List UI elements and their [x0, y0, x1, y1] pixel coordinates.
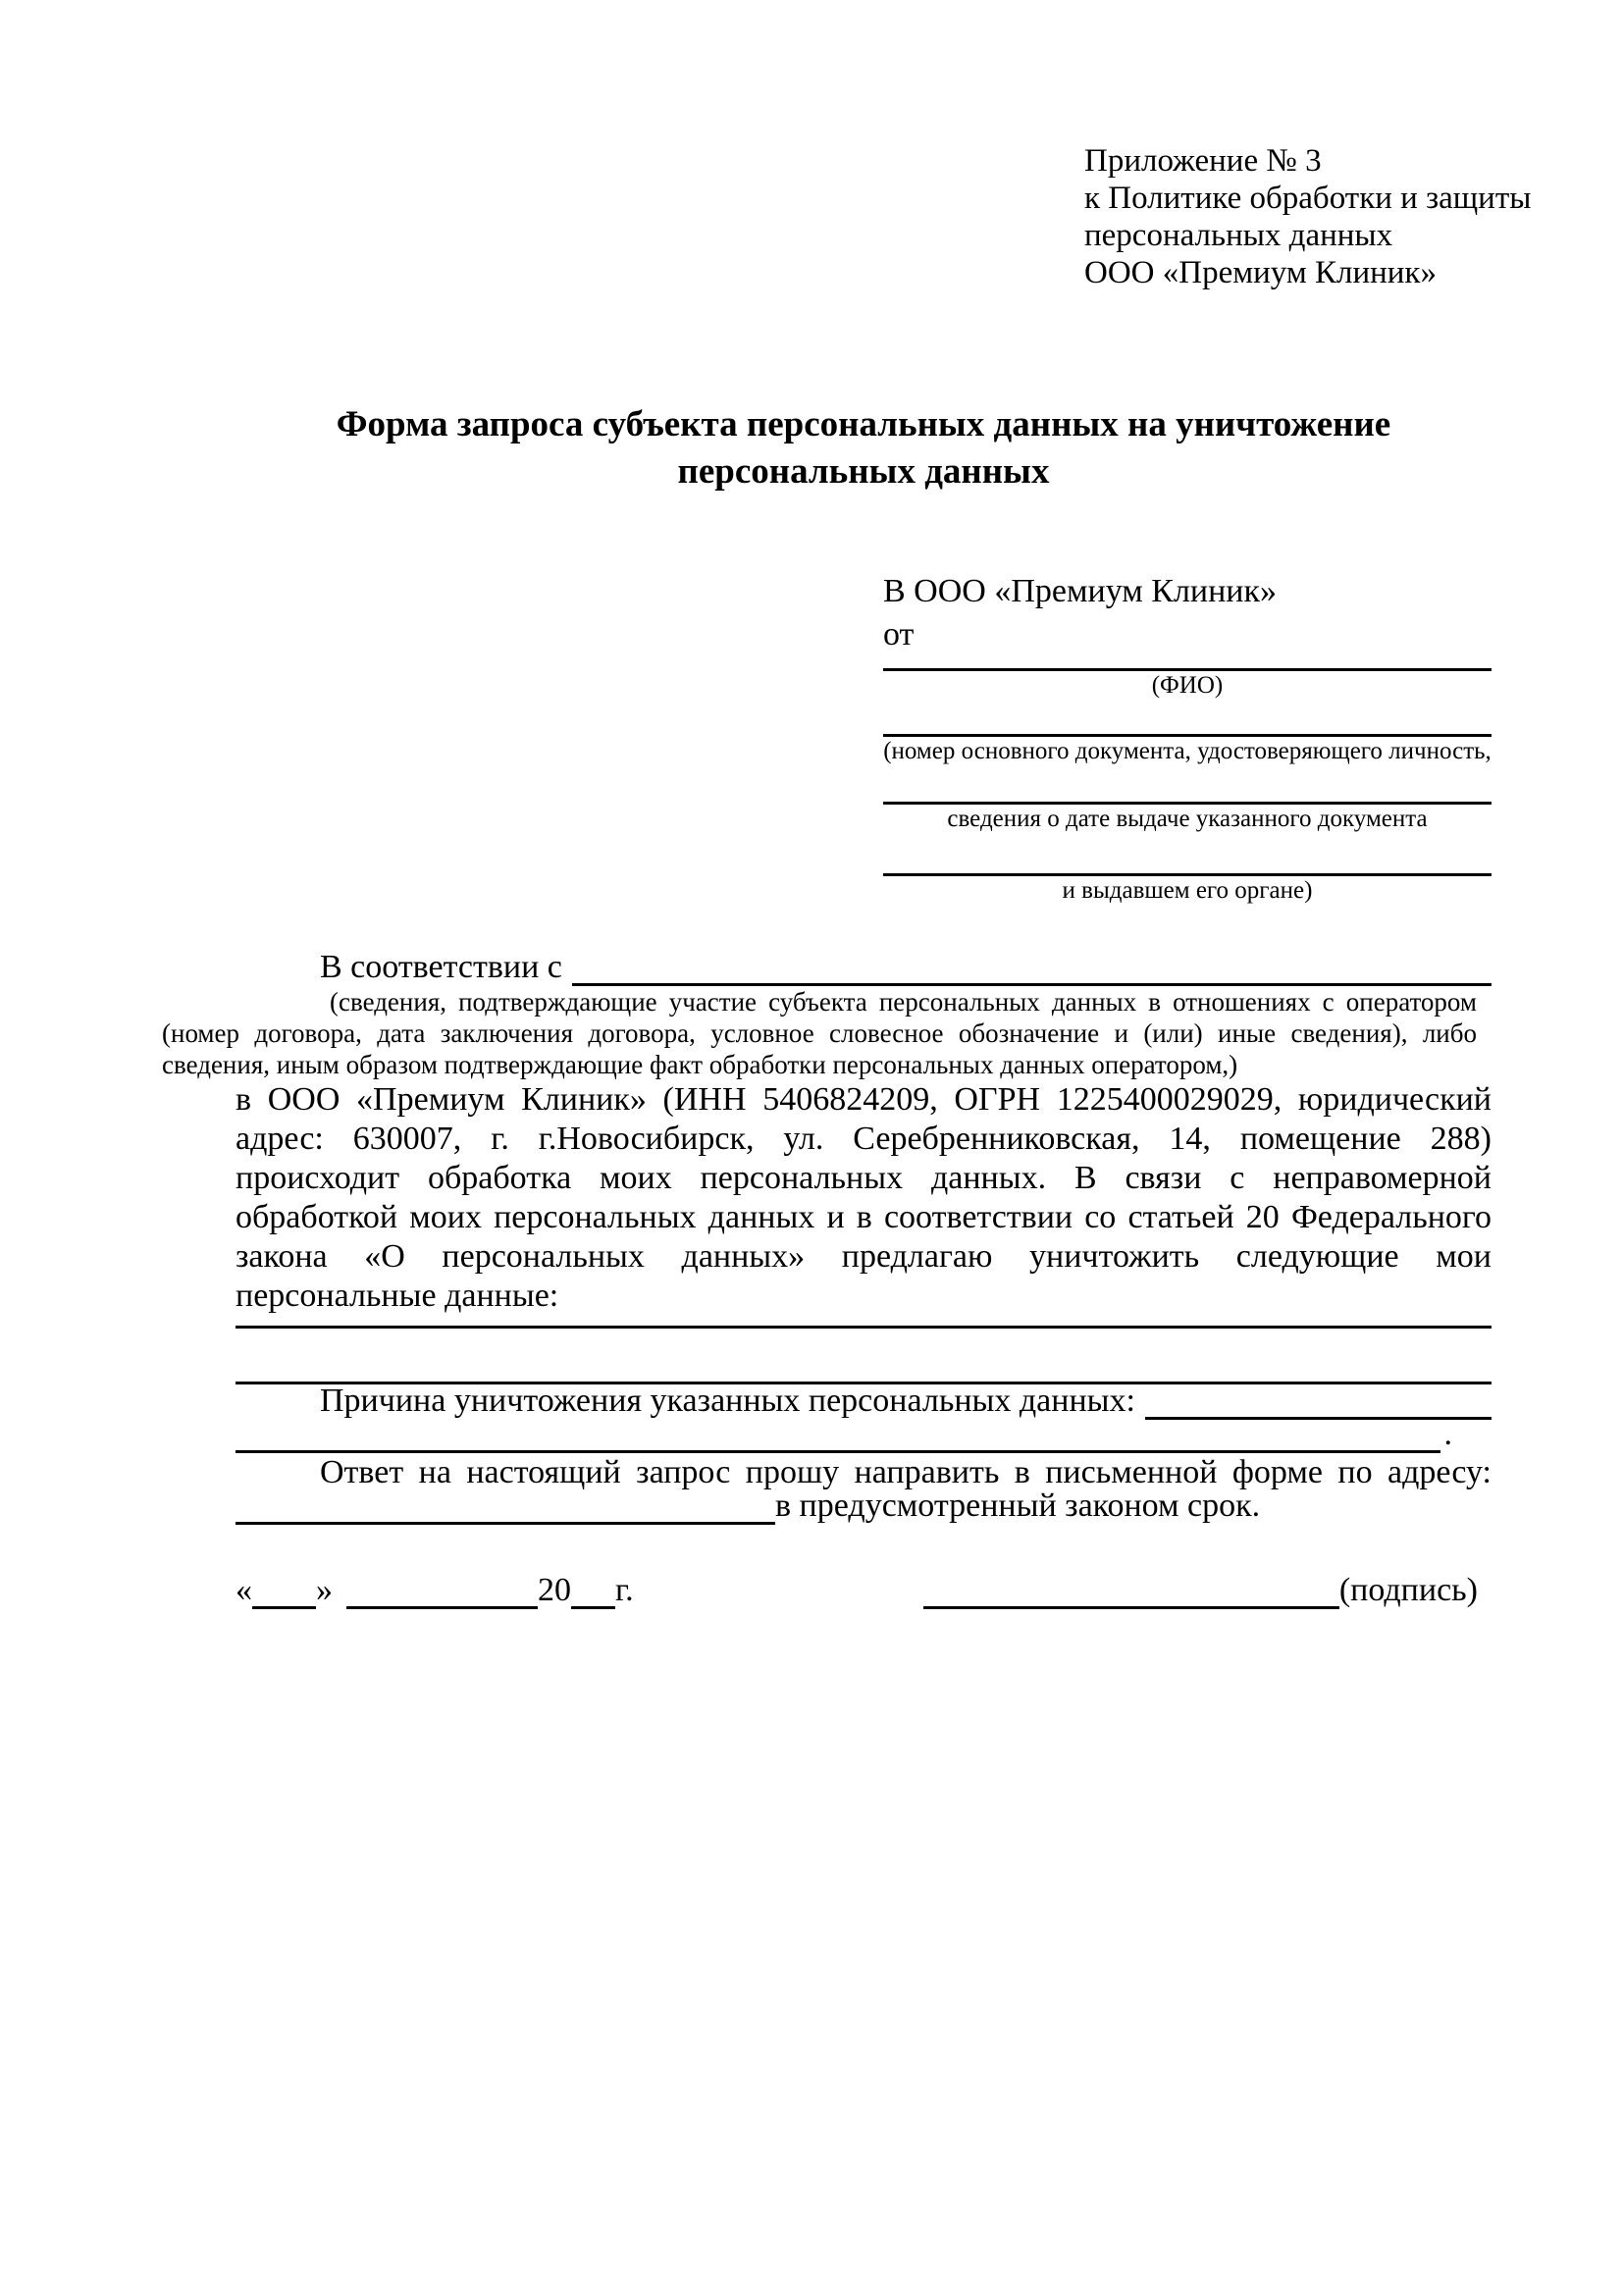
quote-open: « — [236, 1572, 252, 1608]
fio-field-line[interactable] — [883, 656, 1492, 671]
appendix-reference — [1084, 142, 1532, 291]
data-to-destroy-line-1[interactable] — [236, 1316, 1492, 1329]
page-title: Форма запроса субъекта персональных данных на уничтожение персональных данных — [336, 404, 1391, 492]
sentence-period: . — [1443, 1416, 1452, 1452]
month-field-line[interactable] — [346, 1606, 538, 1609]
year-field-line[interactable] — [571, 1606, 615, 1609]
appendix-line-1: Приложение № 3 — [1084, 143, 1322, 179]
accordance-label: В соответствии с — [320, 949, 562, 985]
reply-address-row — [236, 1487, 1492, 1525]
address-field-line[interactable] — [236, 1522, 775, 1525]
issue-date-field-line[interactable] — [883, 766, 1492, 805]
data-to-destroy-line-2[interactable] — [236, 1329, 1492, 1384]
accordance-row — [236, 945, 1492, 986]
appendix-line-3: персональных данных — [1084, 218, 1393, 253]
addressee-block — [883, 570, 1492, 906]
appendix-line-2: к Политике обработки и защиты — [1084, 181, 1532, 216]
day-field-line[interactable] — [252, 1606, 316, 1609]
reason-label: Причина уничтожения указанных персональных данных: — [320, 1383, 1135, 1419]
issue-date-caption: сведения о дате выдаче указанного документа — [947, 806, 1428, 832]
year-prefix: 20 — [538, 1572, 571, 1608]
addressee-organization: В ООО «Премиум Клиник» — [883, 573, 1278, 609]
issuing-authority-field-line[interactable] — [883, 834, 1492, 876]
appendix-line-4: ООО «Премиум Клиник» — [1084, 255, 1437, 290]
main-paragraph: в ООО «Премиум Клиник» (ИНН 5406824209, ОГРН 1225400029029, юридический адрес: 630007, г. г.Новосибирск, ул. Серебренниковская, 14, помещение 288) происходит обработка моих персональных данных. В связи с неправомерной обработкой моих персональных данных и в соответствии со статьей 20 Федерального закона «О персональных данных» предлагаю уничтожить следующие мои персональные данные: — [236, 1081, 1492, 1314]
quote-close: » — [316, 1572, 333, 1608]
fio-caption: (ФИО) — [1151, 672, 1224, 699]
date-cluster — [236, 1572, 634, 1609]
page-content — [162, 0, 1532, 1609]
year-suffix: г. — [615, 1572, 634, 1608]
signature-cluster — [923, 1572, 1478, 1609]
reply-suffix: в предусмотренный законом срок. — [775, 1487, 1261, 1524]
reason-row — [236, 1384, 1492, 1420]
document-number-field-line[interactable] — [883, 701, 1492, 737]
reply-request: Ответ на настоящий запрос прошу направить в письменной форме по адресу: — [320, 1454, 1492, 1490]
date-signature-row — [236, 1572, 1492, 1609]
reason-continuation-row — [236, 1416, 1492, 1453]
signature-field-line[interactable] — [923, 1606, 1339, 1609]
document-number-caption: (номер основного документа, удостоверяющего личность, — [883, 738, 1492, 764]
signature-caption: (подпись) — [1338, 1572, 1478, 1608]
issuing-authority-caption: и выдавшем его органе) — [1062, 877, 1313, 904]
addressee-from-label: от — [883, 616, 915, 652]
accordance-note: (сведения, подтверждающие участие субъекта персональных данных в отношениях с оператором (номер договора, дата заключения договора, условное словесное обозначение и (или) иные сведения), либо сведения, иным образом подтверждающие факт обработки персональных данных оператором,) — [162, 987, 1477, 1079]
